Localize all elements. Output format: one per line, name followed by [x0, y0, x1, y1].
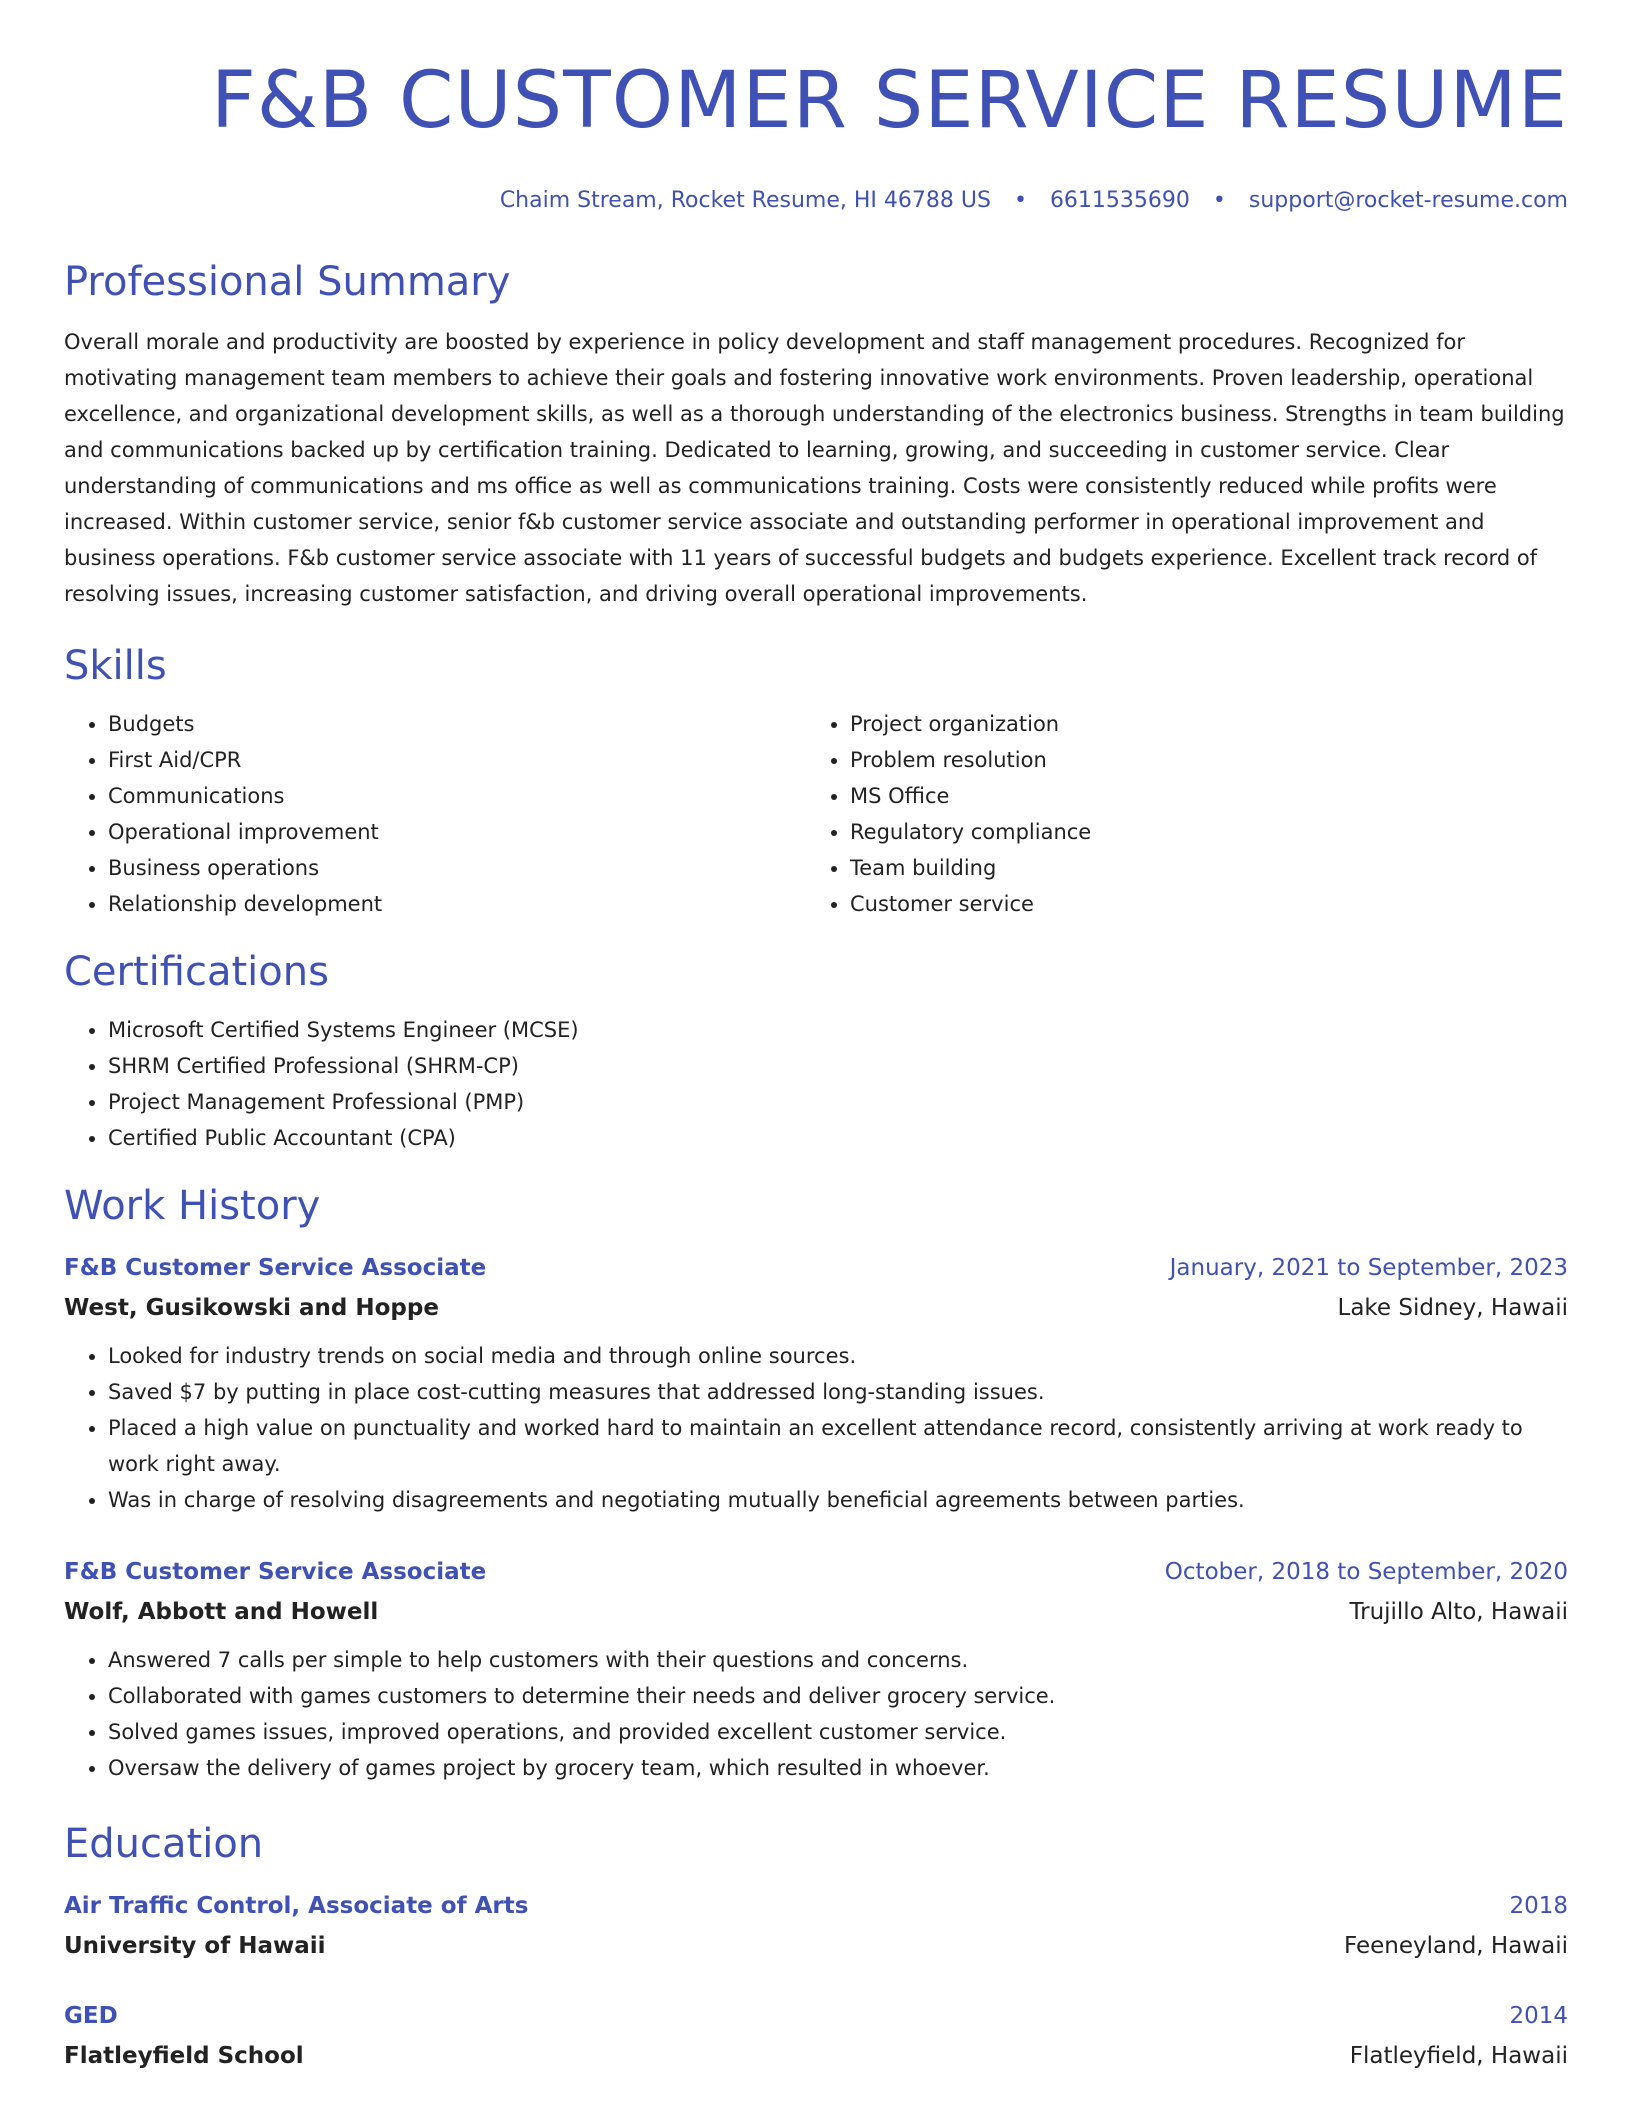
contact-email: support@rocket-resume.com: [1248, 188, 1568, 213]
education-year: 2014: [1509, 2003, 1568, 2029]
job-entry: [64, 1552, 1568, 1786]
job-employer: Wolf, Abbott and Howell: [64, 1599, 379, 1625]
education-location: Feeneyland, Hawaii: [1344, 1933, 1568, 1959]
education-year: 2018: [1509, 1893, 1568, 1919]
job-employer: West, Gusikowski and Hoppe: [64, 1295, 439, 1321]
job-bullet: • Collaborated with games customers to determine their needs and deliver grocery service.: [108, 1678, 1568, 1714]
work-history-heading: Work History: [64, 1183, 321, 1229]
skill-item: • Relationship development: [108, 886, 806, 922]
skill-item: • Communications: [108, 778, 806, 814]
skills-column-left: [64, 706, 806, 922]
job-bullet: • Oversaw the delivery of games project by grocery team, which resulted in whoever.: [108, 1750, 1568, 1786]
contact-line: [64, 186, 1568, 216]
job-entry: [64, 1248, 1568, 1518]
summary-text: Overall morale and productivity are boosted by experience in policy development and staff management procedures. Recognized for motivating management team members to achieve their goals and fostering innovative work environments. Proven leadership, operational excellence, and organizational development skills, as well as a thorough understanding of the electronics business. Strengths in team building and communications backed up by certification training. Dedicated to learning, growing, and succeeding in customer service. Clear understanding of communications and ms office as well as communications training. Costs were consistently reduced while profits were increased. Within customer service, senior f&b customer service associate and outstanding performer in operational improvement and business operations. F&b customer service associate with 11 years of successful budgets and budgets experience. Excellent track record of resolving issues, increasing customer satisfaction, and driving overall operational improvements.: [64, 330, 1565, 606]
contact-separator: •: [1212, 188, 1226, 213]
job-location: Lake Sidney, Hawaii: [1337, 1295, 1568, 1321]
skill-item: • Project organization: [850, 706, 1566, 742]
certification-item: • Microsoft Certified Systems Engineer (MCSE): [108, 1012, 1568, 1048]
job-bullet: • Looked for industry trends on social media and through online sources.: [108, 1338, 1568, 1374]
job-bullets: [64, 1338, 1568, 1518]
certification-item: • Project Management Professional (PMP): [108, 1084, 1568, 1120]
job-employer-row: [64, 1592, 1568, 1632]
job-bullet: • Placed a high value on punctuality and worked hard to maintain an excellent attendance record, consistently arriving at work ready to work right away.: [108, 1410, 1568, 1482]
education-school: University of Hawaii: [64, 1933, 326, 1959]
certifications-heading: Certifications: [64, 949, 329, 995]
job-dates: January, 2021 to September, 2023: [1169, 1255, 1568, 1281]
job-bullet: • Answered 7 calls per simple to help customers with their questions and concerns.: [108, 1642, 1568, 1678]
skill-item: • First Aid/CPR: [108, 742, 806, 778]
skill-item: • Budgets: [108, 706, 806, 742]
job-location: Trujillo Alto, Hawaii: [1349, 1599, 1568, 1625]
job-dates: October, 2018 to September, 2020: [1164, 1559, 1568, 1585]
skills-heading: Skills: [64, 643, 167, 689]
education-school-row: [64, 1926, 1568, 1966]
contact-address: Chaim Stream, Rocket Resume, HI 46788 US: [499, 188, 991, 213]
job-title: F&B Customer Service Associate: [64, 1559, 487, 1585]
contact-phone: 6611535690: [1049, 188, 1190, 213]
skill-item: • Team building: [850, 850, 1566, 886]
resume-title: F&B CUSTOMER SERVICE RESUME: [211, 56, 1568, 146]
education-school: Flatleyfield School: [64, 2043, 304, 2069]
certifications-list: [64, 1012, 1568, 1156]
education-entry: [64, 1996, 1568, 2076]
job-header-row: [64, 1248, 1568, 1288]
education-header-row: [64, 1886, 1568, 1926]
education-location: Flatleyfield, Hawaii: [1349, 2043, 1568, 2069]
skills-list: [64, 706, 1568, 922]
job-bullet: • Saved $7 by putting in place cost-cutting measures that addressed long-standing issues.: [108, 1374, 1568, 1410]
job-bullet: • Was in charge of resolving disagreements and negotiating mutually beneficial agreements between parties.: [108, 1482, 1568, 1518]
skill-item: • Problem resolution: [850, 742, 1566, 778]
education-heading: Education: [64, 1821, 264, 1867]
job-bullets: [64, 1642, 1568, 1786]
skill-item: • MS Office: [850, 778, 1566, 814]
summary-heading: Professional Summary: [64, 259, 511, 305]
skill-item: • Customer service: [850, 886, 1566, 922]
contact-separator: •: [1013, 188, 1027, 213]
certification-item: • Certified Public Accountant (CPA): [108, 1120, 1568, 1156]
job-bullet: • Solved games issues, improved operations, and provided excellent customer service.: [108, 1714, 1568, 1750]
job-header-row: [64, 1552, 1568, 1592]
skill-item: • Regulatory compliance: [850, 814, 1566, 850]
certification-item: • SHRM Certified Professional (SHRM-CP): [108, 1048, 1568, 1084]
skill-item: • Operational improvement: [108, 814, 806, 850]
skill-item: • Business operations: [108, 850, 806, 886]
education-header-row: [64, 1996, 1568, 2036]
education-school-row: [64, 2036, 1568, 2076]
job-employer-row: [64, 1288, 1568, 1328]
education-degree: Air Traffic Control, Associate of Arts: [64, 1893, 529, 1919]
skills-column-right: [806, 706, 1566, 922]
education-entry: [64, 1886, 1568, 1966]
job-title: F&B Customer Service Associate: [64, 1255, 487, 1281]
education-degree: GED: [64, 2003, 118, 2029]
